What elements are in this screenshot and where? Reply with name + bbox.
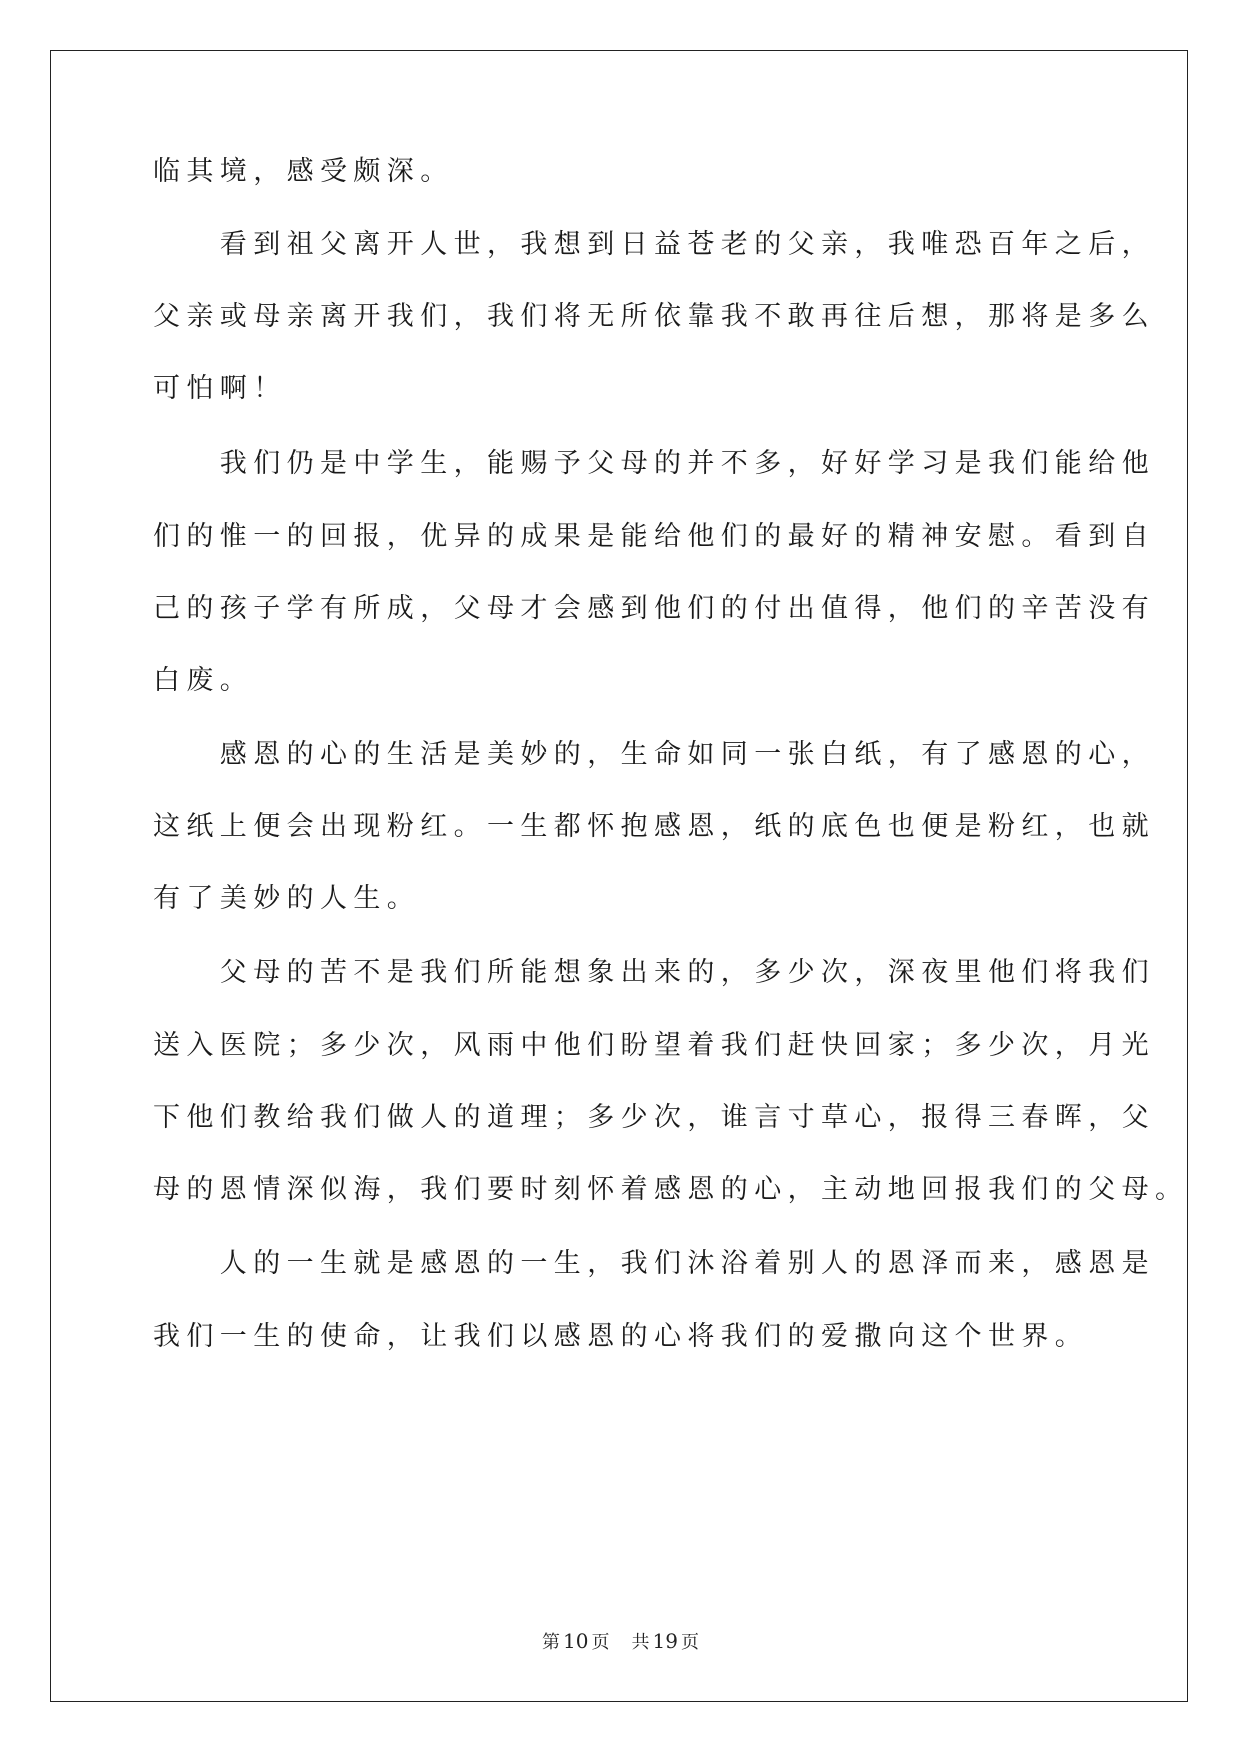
body-line: 白废。 [153, 665, 254, 696]
total-pages: 19 [652, 1629, 678, 1653]
body-line: 下他们教给我们做人的道理；多少次，谁言寸草心，报得三春晖，父 [153, 1102, 1155, 1133]
body-line: 有了美妙的人生。 [153, 883, 421, 914]
page-border [50, 50, 1188, 1702]
body-line: 己的孩子学有所成，父母才会感到他们的付出值得，他们的辛苦没有 [153, 593, 1155, 624]
body-line: 看到祖父离开人世，我想到日益苍老的父亲，我唯恐百年之后， [153, 229, 1155, 260]
total-suffix: 页 [680, 1632, 699, 1653]
body-line: 我们一生的使命，让我们以感恩的心将我们的爱撒向这个世界。 [153, 1321, 1089, 1352]
body-line: 父亲或母亲离开我们，我们将无所依靠我不敢再往后想，那将是多么 [153, 301, 1155, 332]
body-line: 母的恩情深似海，我们要时刻怀着感恩的心，主动地回报我们的父母。 [153, 1174, 1189, 1205]
page-prefix: 第 [542, 1632, 561, 1653]
body-line: 们的惟一的回报，优异的成果是能给他们的最好的精神安慰。看到自 [153, 521, 1155, 552]
body-line: 感恩的心的生活是美妙的，生命如同一张白纸，有了感恩的心， [153, 739, 1155, 770]
body-line: 送入医院；多少次，风雨中他们盼望着我们赶快回家；多少次，月光 [153, 1030, 1155, 1061]
page-number: 10 [563, 1629, 589, 1653]
body-line: 可怕啊！ [153, 373, 287, 404]
page-suffix: 页 [591, 1632, 610, 1653]
body-line: 临其境，感受颇深。 [153, 156, 454, 187]
body-line: 我们仍是中学生，能赐予父母的并不多，好好学习是我们能给他 [153, 448, 1155, 479]
body-line: 人的一生就是感恩的一生，我们沐浴着别人的恩泽而来，感恩是 [153, 1248, 1155, 1279]
body-line: 父母的苦不是我们所能想象出来的，多少次，深夜里他们将我们 [153, 957, 1155, 988]
body-line: 这纸上便会出现粉红。一生都怀抱感恩，纸的底色也便是粉红，也就 [153, 811, 1155, 842]
total-prefix: 共 [631, 1632, 650, 1653]
page-footer [0, 1628, 1241, 1654]
